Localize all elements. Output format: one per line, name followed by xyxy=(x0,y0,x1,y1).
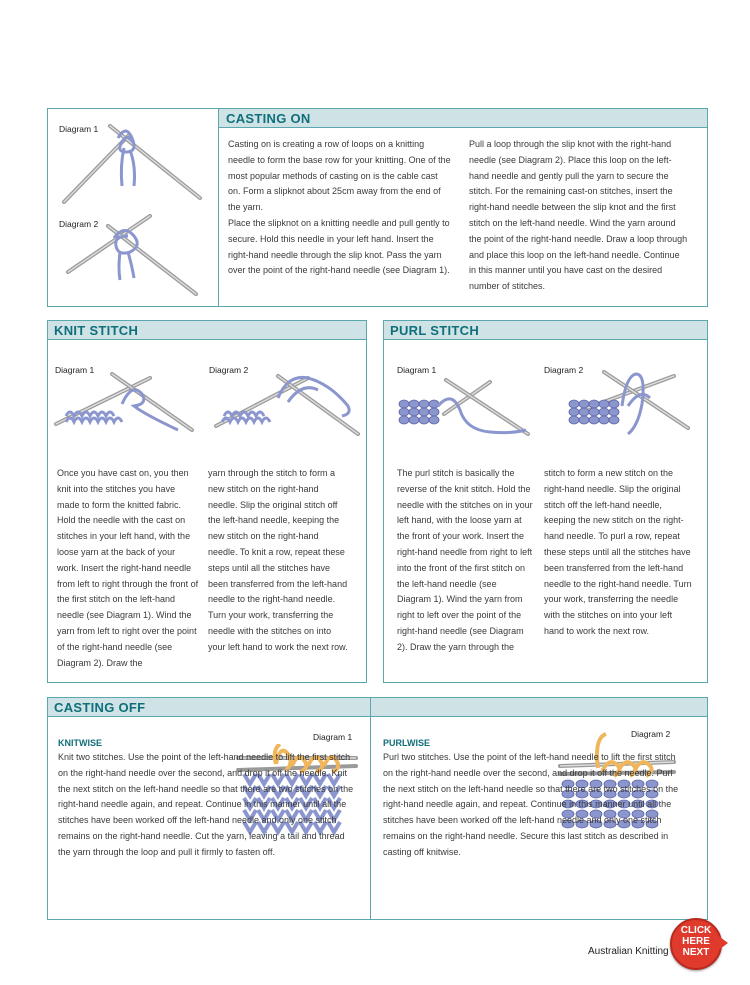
knit-diagram2-label: Diagram 2 xyxy=(209,365,249,375)
casting-on-diagram1 xyxy=(58,118,208,208)
knitwise-text: Knit two stitches. Use the point of the left-hand needle to lift the first stitch on the right-hand needle over the second, and drop it off the needle. Knit the next stitch on the left-hand needle so that there are two stitches on the right-hand needle again, and repeat. Continue in this manner until all the stitches have been worked off the left-hand needle and only one stitch remains on the right-hand needle. Cut the yarn, leaving a tail and thread the yarn through the loop and pull it firmly to fasten off. xyxy=(58,752,354,857)
next-line2: HERE xyxy=(682,936,710,947)
footer-brand xyxy=(588,946,676,957)
casting-off-header xyxy=(48,698,707,717)
next-button-label xyxy=(670,925,722,958)
purl-text-col1: The purl stitch is basically the reverse of the knit stitch. Hold the needle with the stitches on in your left hand, with the loose yarn at the front of your work. Insert the right-hand needle from right to left into the front of the first stitch on the left-hand needle (see Diagram 1). Wind the yarn from right to left over the point of the right-hand needle (see Diagram 2). Draw the yarn through the xyxy=(397,468,533,652)
knitwise-heading: KNITWISE xyxy=(58,738,102,748)
knit-stitch-title: KNIT STITCH xyxy=(54,323,139,338)
purl-stitch-title: PURL STITCH xyxy=(390,323,480,338)
casting-off-title: CASTING OFF xyxy=(54,700,146,715)
purlwise-diagram-label: Diagram 2 xyxy=(631,729,671,739)
casting-on-divider xyxy=(218,109,219,306)
knit-diagram2 xyxy=(212,368,362,440)
casting-on-text-col1: Casting on is creating a row of loops on a knitting needle to form the base row for your knitting. One of the most popular methods of casting on is the cable cast on. Form a slipknot about 25cm away from the end of the yarn. Place the slipknot on a knitting needle and pull gently to secure. Hold this needle in your left hand. Insert the right-hand needle through the slip knot. Pass the yarn over the point of the right-hand needle (see Diagram 1). xyxy=(228,139,451,276)
knit-text-col2: yarn through the stitch to form a new stitch on the right-hand needle. Slip the original stitch off the left-hand needle, keeping the new stitch on the right-hand needle. To knit a row, repeat these steps until all the stitches have been transferred from the left-hand needle to the right-hand needle. Turn your work, transferring the needle with the stitches on into your left hand to work the next row. xyxy=(208,468,348,652)
purl-diagram2-label: Diagram 2 xyxy=(544,365,584,375)
footer-brand-text: Australian Knitting xyxy=(588,946,669,957)
knitwise-diagram-label: Diagram 1 xyxy=(313,732,353,742)
next-line1: CLICK xyxy=(680,925,712,936)
knit-diagram1 xyxy=(52,370,202,440)
next-line3: NEXT xyxy=(682,947,710,958)
casting-on-text-col2: Pull a loop through the slip knot with the right-hand needle (see Diagram 2). Place this loop on the left-hand needle and gently pull the yarn to secure the stitch. For the remaining cast-on stitches, insert the right-hand needle between the slip knot and the first stitch on the left-hand needle. Wind the yarn around the point of the right-hand needle. Draw a loop through and place this loop on the left-hand needle. Continue in this manner until you have cast on the desired number of stitches. xyxy=(469,139,688,292)
casting-on-diagram2 xyxy=(58,208,208,300)
purl-text-col2: stitch to form a new stitch on the right-hand needle. Slip the original stitch off the left-hand needle, keeping the new stitch on the right-hand needle. To purl a row, repeat these steps until all the stitches have been transferred from the left-hand needle to the right-hand needle. Turn your work, transferring the needle with the stitches on into your left hand to work the next row. xyxy=(544,468,692,636)
purl-diagram1-label: Diagram 1 xyxy=(397,365,437,375)
knit-text-col1: Once you have cast on, you then knit into the stitches you have made to form the knitted fabric. Hold the needle with the cast on stitches in your left hand, with the loose yarn at the back of your work. Insert the right-hand needle from left to right through the front of the first stitch on the left-hand needle (see Diagram 1). Wind the yarn from left to right over the point of the right-hand needle (see Diagram 2). Draw the xyxy=(57,468,199,668)
purlwise-heading: PURLWISE xyxy=(383,738,431,748)
purl-diagram1 xyxy=(394,374,534,442)
casting-on-title: CASTING ON xyxy=(226,111,311,126)
purl-diagram2 xyxy=(564,366,694,442)
casting-off-divider xyxy=(370,698,371,919)
knit-diagram1-label: Diagram 1 xyxy=(55,365,95,375)
click-here-next-button[interactable] xyxy=(670,918,726,970)
casting-on-diagram1-label: Diagram 1 xyxy=(59,124,99,134)
purlwise-text: Purl two stitches. Use the point of the left-hand needle to lift the first stitch on the right-hand needle over the second, and drop it off the needle. Purl the next stitch on the left-hand needle so that there are two stitches on the right-hand needle again, and repeat. Continue in this manner until all the stitches have been worked off the left-hand needle and only one stitch remains on the right-hand needle. Secure this last stitch as described in casting off knitwise. xyxy=(383,752,679,857)
casting-on-diagram2-label: Diagram 2 xyxy=(59,219,99,229)
